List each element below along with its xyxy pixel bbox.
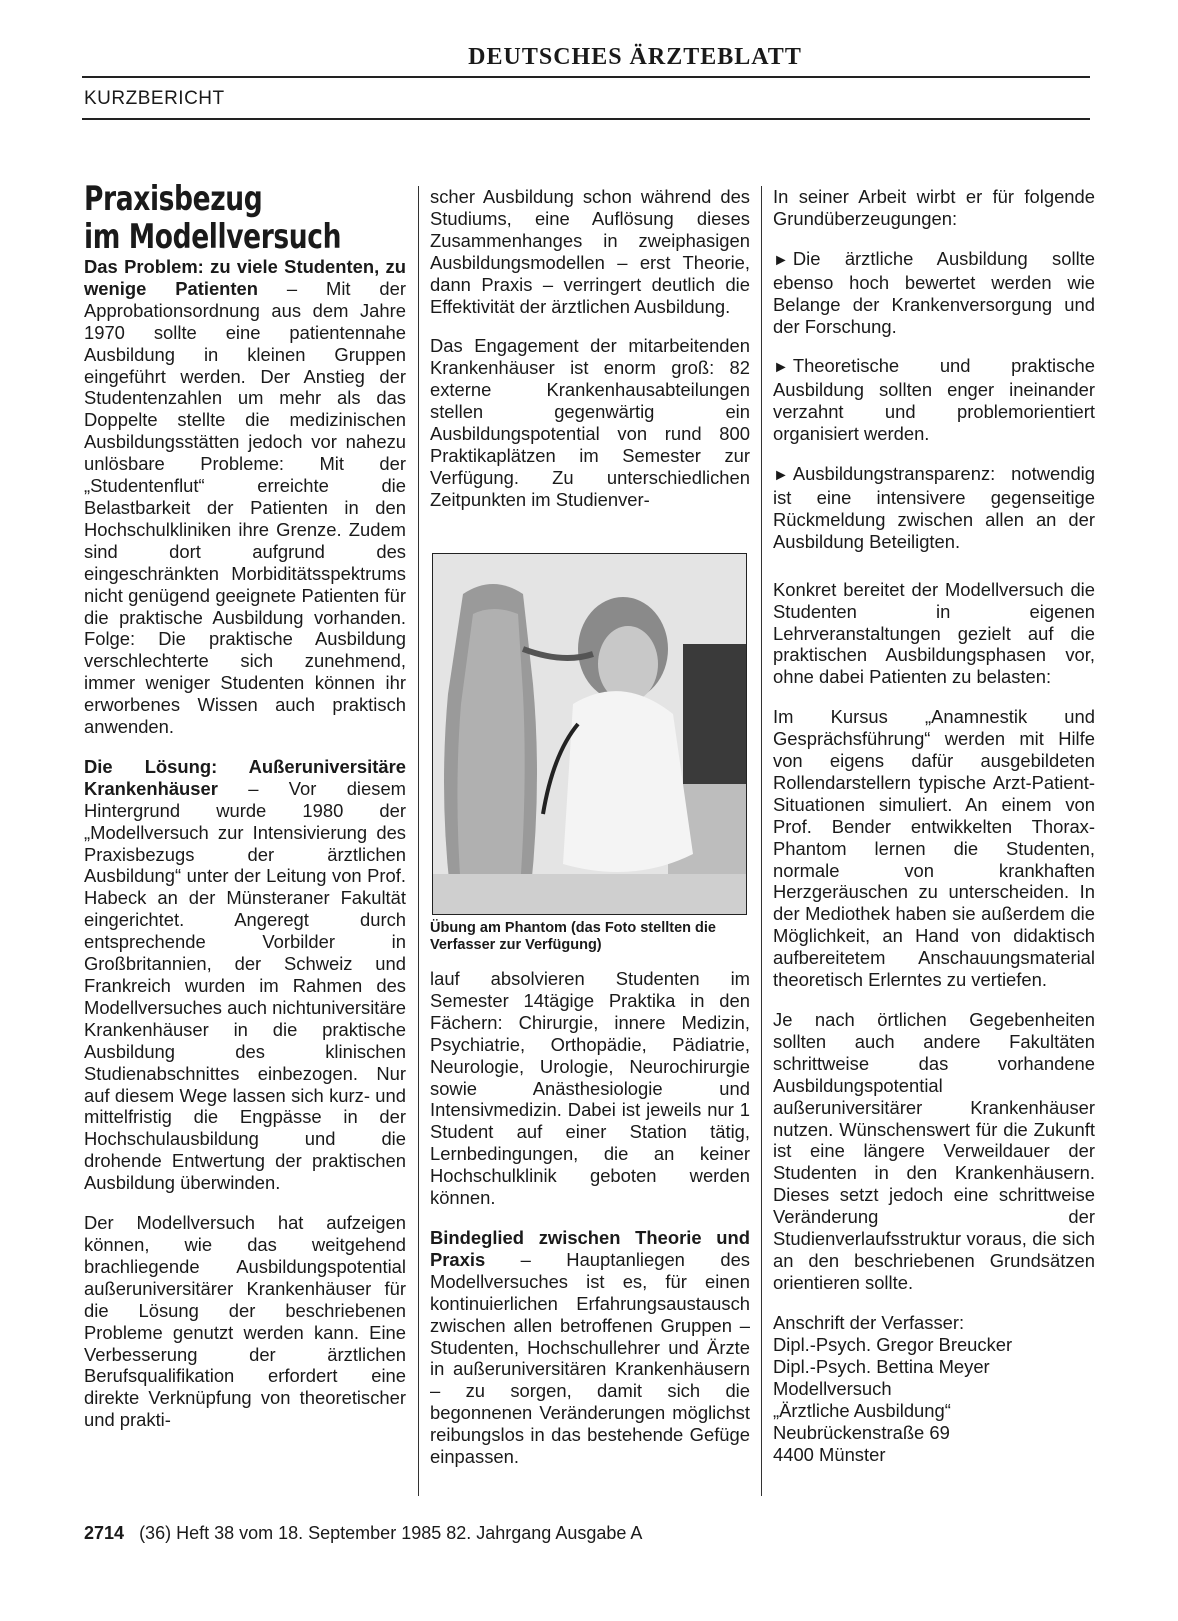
run-in-heading: Das Problem: zu viele Studenten, zu wenige Patienten	[84, 256, 406, 299]
paragraph: Je nach örtlichen Gegebenheiten sollten auch andere Fakultäten schrittweise das vorhandene Ausbildungspotential außeruniversitärer Krankenhäuser nutzen. Wünschenswert für die Zukunft ist eine längere Verweildauer der Studenten in den Krankenhäusern. Dieses setzt jedoch eine schrittweise Veränderung der Studienverlaufsstruktur voraus, die sich an den beschriebenen Grundsätzen orientieren sollte.	[773, 1009, 1095, 1293]
article-headline	[84, 180, 341, 256]
headline-line-2: im Modellversuch	[84, 217, 342, 257]
triangle-bullet-icon: ►	[773, 359, 789, 377]
column-3	[773, 186, 1095, 1466]
bullet-text: Die ärztliche Ausbildung sollte ebenso hoch bewertet werden wie Belange der Krankenversorgung und der Forschung.	[773, 247, 1095, 337]
column-2-continued	[430, 968, 750, 1486]
address-line: Neubrückenstraße 69	[773, 1421, 950, 1443]
bullet-item	[773, 355, 1095, 445]
paragraph: Der Modellversuch hat aufzeigen können, wie das weitgehend brachliegende Ausbildungspotential außeruniversitärer Krankenhäuser für die Lösung der beschriebenen Probleme genutzt werden kann. Eine Verbesserung der ärztlichen Berufsqualifikation erfordert eine direkte Verknüpfung von theoretischer und prakti-	[84, 1212, 406, 1431]
triangle-bullet-icon: ►	[773, 467, 789, 485]
address-line: Modellversuch	[773, 1377, 892, 1399]
paragraph: In seiner Arbeit wirbt er für folgende Grundüberzeugungen:	[773, 186, 1095, 229]
page-number: 2714	[84, 1523, 125, 1543]
paragraph-text: – Hauptanliegen des Modellversuches ist es, für einen kontinuierlichen Erfahrungsaustausch zwischen allen betroffenen Gruppen – Studenten, Hochschullehrer und Ärzte in außeruniversitären Krankenhäusern – zu sorgen, damit sich die begonnenen Veränderungen möglichst reibungslos in das bestehende Gefüge einpassen.	[430, 1248, 750, 1468]
photo-caption: Übung am Phantom (das Foto stellten die Verfasser zur Verfügung)	[430, 920, 716, 953]
paragraph: lauf absolvieren Studenten im Semester 14tägige Praktika in den Fächern: Chirurgie, innere Medizin, Psychiatrie, Orthopädie, Pädiatrie, Neurologie, Urologie, Neurochirurgie sowie Anästhesiologie und Intensivmedizin. Dabei ist jeweils nur 1 Student auf einer Station tätig, Lernbedingungen, die an keiner Hochschulklinik geboten werden können.	[430, 968, 750, 1209]
paragraph	[430, 1227, 750, 1468]
address-line: „Ärztliche Ausbildung“	[773, 1399, 951, 1421]
author-address	[773, 1312, 1095, 1466]
bullet-text: Ausbildungstransparenz: notwendig ist eine intensivere gegenseitige Rückmeldung zwischen allen an der Ausbildung Beteiligten.	[773, 463, 1095, 552]
paragraph: Das Engagement der mitarbeitenden Krankenhäuser ist enorm groß: 82 externe Krankenhausabteilungen stellen gegenwärtig ein Ausbildungspotential von rund 800 Praktikaplätzen im Semester zur Verfügung. Zu unterschiedlichen Zeitpunkten im Studienver-	[430, 335, 750, 510]
article-photo	[432, 553, 747, 915]
paragraph: scher Ausbildung schon während des Studiums, eine Auflösung dieses Zusammenhanges in zweiphasigen Ausbildungsmodellen – erst Theorie, dann Praxis – verringert deutlich die Effektivität der ärztlichen Ausbildung.	[430, 186, 750, 317]
page-footer	[84, 1523, 642, 1544]
headline-line-1: Praxisbezug	[84, 179, 263, 219]
paragraph: Konkret bereitet der Modellversuch die Studenten in eigenen Lehrveranstaltungen gezielt auf die praktischen Ausbildungsphasen vor, ohne dabei Patienten zu belasten:	[773, 578, 1095, 688]
bullet-text: Theoretische und praktische Ausbildung sollten enger ineinander verzahnt und problemorientiert organisiert werden.	[773, 355, 1095, 445]
run-in-heading: Bindeglied zwischen Theorie und Praxis	[430, 1226, 750, 1270]
paragraph	[84, 756, 406, 1194]
paragraph: Im Kursus „Anamnestik und Gesprächsführung“ werden mit Hilfe von eigens dafür ausgebildeten Rollendarstellern typische Arzt-Patient-Situationen simuliert. An einem von Prof. Bender entwikkelten Thorax-Phantom lernen die Studenten, normale von krankhaften Herzgeräuschen zu unterscheiden. In der Mediothek haben sie außerdem die Möglichkeit, an Hand von didaktisch aufbereitetem Anschauungsmaterial theoretisch Erlerntes zu vertiefen.	[773, 706, 1095, 991]
column-divider	[761, 186, 762, 1496]
section-label: KURZBERICHT	[84, 88, 225, 109]
paragraph-text: – Vor diesem Hintergrund wurde 1980 der „Modellversuch zur Intensivierung des Praxisbezugs der ärztlichen Ausbildung“ unter der Leitung von Prof. Habeck an der Münsteraner Fakultät eingerichtet. Angeregt durch entsprechende Vorbilder in Großbritannien, der Schweiz und Frankreich wurden im Rahmen des Modellversuches auch nichtuniversitäre Krankenhäuser in die praktische Ausbildung des klinischen Studienabschnittes einbezogen. Nur auf diesem Wege lassen sich kurz- und mittelfristig die Engpässe in der Hochschulausbildung und die drohende Entwertung der praktischen Ausbildung überwinden.	[84, 777, 406, 1194]
masthead: DEUTSCHES ÄRZTEBLATT	[468, 44, 802, 70]
triangle-bullet-icon: ►	[773, 251, 789, 269]
bullet-item	[773, 463, 1095, 553]
issue-info: (36) Heft 38 vom 18. September 1985 82. Jahrgang Ausgabe A	[139, 1523, 643, 1543]
column-divider	[418, 186, 419, 1496]
photo-illustration	[433, 554, 746, 914]
address-line: 4400 Münster	[773, 1443, 886, 1465]
paragraph-text: – Mit der Approbationsordnung aus dem Jahre 1970 sollte eine patientennahe Ausbildung in kleinen Gruppen eingeführt werden. Der Anstieg der Studentenzahlen um mehr als das Doppelte stellte die medizinischen Ausbildungsstätten jedoch vor nahezu unlösbare Probleme: Mit der „Studentenflut“ erreichte die Belastbarkeit der Patienten in den Hochschulkliniken ihre Grenze. Zudem sind dort aufgrund des eingeschränkten Morbiditätsspektrums nicht genügend geeignete Patienten für die praktische Ausbildung vorhanden. Folge: Die praktische Ausbildung verschlechterte sich zunehmend, immer weniger Studenten können ihr erworbenes Wissen auch praktisch anwenden.	[84, 277, 406, 738]
column-1	[84, 256, 406, 1449]
paragraph	[84, 256, 406, 738]
address-line: Dipl.-Psych. Gregor Breucker	[773, 1333, 1013, 1355]
address-line: Anschrift der Verfasser:	[773, 1311, 965, 1333]
bullet-item	[773, 248, 1095, 338]
column-2	[430, 186, 750, 529]
section-rule	[82, 118, 1090, 120]
run-in-heading: Die Lösung: Außeruniversitäre Krankenhäuser	[84, 755, 406, 799]
top-rule	[82, 76, 1090, 78]
address-line: Dipl.-Psych. Bettina Meyer	[773, 1355, 990, 1377]
